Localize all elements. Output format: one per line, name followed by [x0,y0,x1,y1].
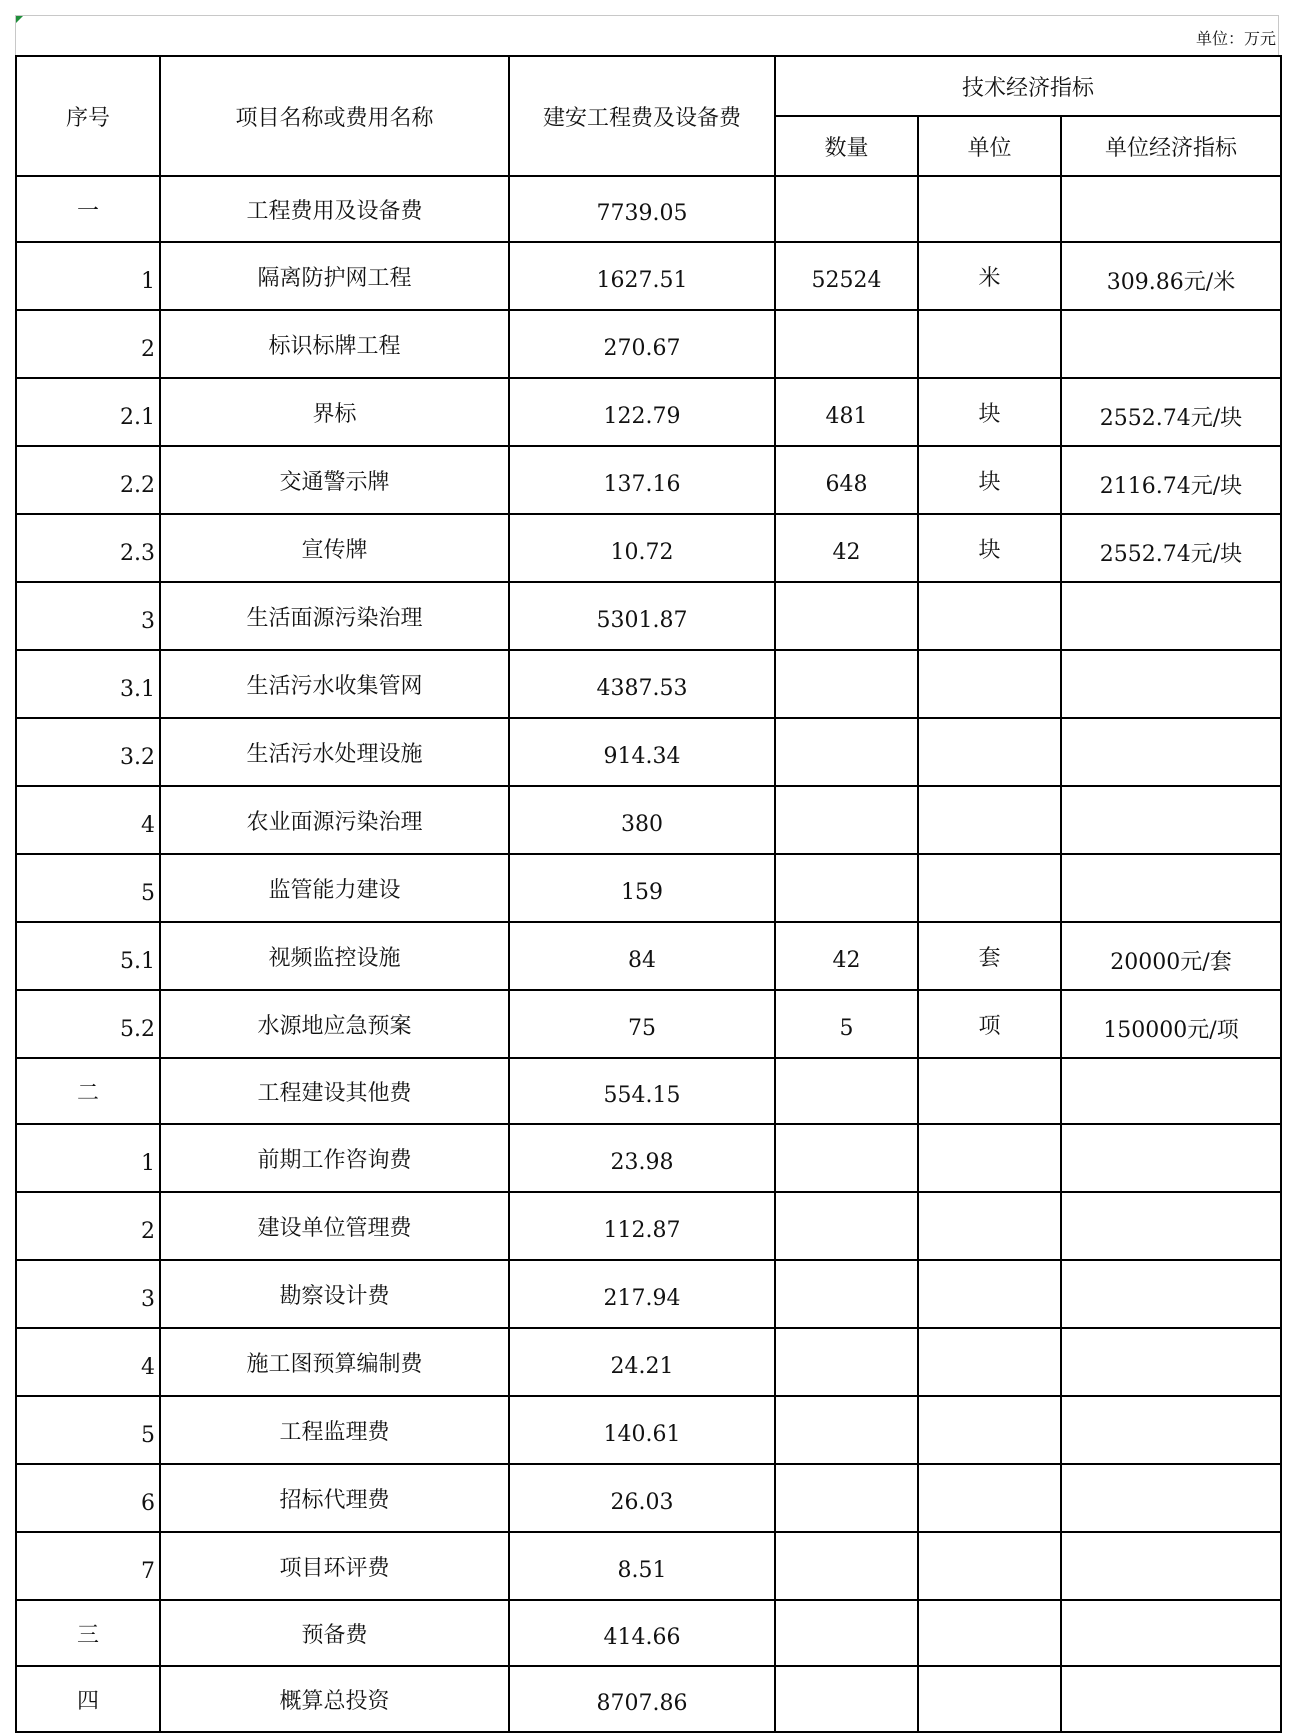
cell-qty [775,718,918,786]
cell-index [1061,1600,1281,1666]
cell-seq: 4 [16,1328,160,1396]
cell-unit [918,176,1061,242]
cell-index [1061,854,1281,922]
cell-name: 生活面源污染治理 [160,582,509,650]
cell-cost: 10.72 [509,514,775,582]
cell-qty [775,854,918,922]
table-row [16,1328,1281,1396]
table-row [16,990,1281,1058]
cell-name: 隔离防护网工程 [160,242,509,310]
cell-qty: 52524 [775,242,918,310]
table-row [16,1464,1281,1532]
table-row [16,718,1281,786]
table-row [16,1532,1281,1600]
cell-unit [918,582,1061,650]
cell-index [1061,786,1281,854]
cell-seq: 二 [16,1058,160,1124]
budget-table [15,55,1282,1733]
cell-name: 工程建设其他费 [160,1058,509,1124]
table-row [16,1192,1281,1260]
cell-unit: 项 [918,990,1061,1058]
cell-seq: 2.2 [16,446,160,514]
cell-seq: 一 [16,176,160,242]
unit-label: 单位：万元 [1195,29,1276,48]
cell-cost: 4387.53 [509,650,775,718]
cell-cost: 270.67 [509,310,775,378]
cell-cost: 84 [509,922,775,990]
cell-unit [918,1124,1061,1192]
table-row [16,176,1281,242]
cell-name: 勘察设计费 [160,1260,509,1328]
cell-qty [775,176,918,242]
cell-seq: 5 [16,1396,160,1464]
cell-name: 项目环评费 [160,1532,509,1600]
cell-index [1061,1260,1281,1328]
cell-cost: 1627.51 [509,242,775,310]
cell-cost: 26.03 [509,1464,775,1532]
cell-unit [918,310,1061,378]
cell-seq: 3.1 [16,650,160,718]
header-name: 项目名称或费用名称 [160,56,509,176]
cell-seq: 6 [16,1464,160,1532]
cell-name: 生活污水收集管网 [160,650,509,718]
cell-cost: 217.94 [509,1260,775,1328]
cell-corner-marker-icon [16,16,23,23]
cell-name: 生活污水处理设施 [160,718,509,786]
cell-name: 前期工作咨询费 [160,1124,509,1192]
cell-unit [918,718,1061,786]
table-row [16,1124,1281,1192]
cell-cost: 140.61 [509,1396,775,1464]
table-row [16,378,1281,446]
cell-unit [918,1666,1061,1732]
cell-index [1061,1532,1281,1600]
table-row [16,310,1281,378]
cell-qty [775,582,918,650]
cell-cost: 75 [509,990,775,1058]
cell-qty [775,1464,918,1532]
cell-seq: 5 [16,854,160,922]
cell-name: 农业面源污染治理 [160,786,509,854]
cell-seq: 2.3 [16,514,160,582]
table-row [16,1600,1281,1666]
cell-cost: 8707.86 [509,1666,775,1732]
cell-unit: 块 [918,446,1061,514]
cell-cost: 554.15 [509,1058,775,1124]
cell-seq: 2 [16,1192,160,1260]
cell-seq: 3 [16,1260,160,1328]
cell-seq: 2.1 [16,378,160,446]
cell-qty [775,1396,918,1464]
cell-cost: 5301.87 [509,582,775,650]
cell-qty: 5 [775,990,918,1058]
cell-qty [775,1666,918,1732]
cell-name: 视频监控设施 [160,922,509,990]
cell-index [1061,650,1281,718]
cell-qty: 42 [775,514,918,582]
cell-qty [775,310,918,378]
cell-name: 招标代理费 [160,1464,509,1532]
cell-unit [918,1260,1061,1328]
table-row [16,1396,1281,1464]
header-index: 单位经济指标 [1061,116,1281,176]
header-cost: 建安工程费及设备费 [509,56,775,176]
cell-unit [918,1328,1061,1396]
cell-index: 2552.74元/块 [1061,514,1281,582]
cell-index [1061,1666,1281,1732]
cell-cost: 8.51 [509,1532,775,1600]
cell-name: 施工图预算编制费 [160,1328,509,1396]
cell-name: 标识标牌工程 [160,310,509,378]
cell-qty: 481 [775,378,918,446]
cell-unit: 块 [918,378,1061,446]
cell-index: 2552.74元/块 [1061,378,1281,446]
cell-index [1061,718,1281,786]
cell-name: 宣传牌 [160,514,509,582]
cell-unit [918,786,1061,854]
cell-index: 20000元/套 [1061,922,1281,990]
cell-name: 交通警示牌 [160,446,509,514]
cell-cost: 23.98 [509,1124,775,1192]
cell-unit [918,1192,1061,1260]
cell-qty [775,650,918,718]
cell-unit: 块 [918,514,1061,582]
table-row [16,446,1281,514]
table-row [16,786,1281,854]
cell-cost: 112.87 [509,1192,775,1260]
cell-index [1061,1464,1281,1532]
cell-cost: 7739.05 [509,176,775,242]
cell-seq: 4 [16,786,160,854]
cell-cost: 414.66 [509,1600,775,1666]
cell-cost: 380 [509,786,775,854]
cell-qty [775,1328,918,1396]
table-row [16,242,1281,310]
cell-qty [775,1260,918,1328]
table-row [16,582,1281,650]
sheet-frame [15,15,1279,56]
cell-name: 工程费用及设备费 [160,176,509,242]
table-row [16,922,1281,990]
table-row [16,1260,1281,1328]
cell-qty: 42 [775,922,918,990]
cell-seq: 5.2 [16,990,160,1058]
cell-qty [775,1192,918,1260]
cell-qty [775,1532,918,1600]
cell-name: 监管能力建设 [160,854,509,922]
cell-seq: 7 [16,1532,160,1600]
table-row [16,1058,1281,1124]
cell-cost: 137.16 [509,446,775,514]
cell-index: 2116.74元/块 [1061,446,1281,514]
cell-name: 概算总投资 [160,1666,509,1732]
cell-cost: 914.34 [509,718,775,786]
cell-seq: 2 [16,310,160,378]
cell-qty [775,1600,918,1666]
header-tech: 技术经济指标 [775,56,1281,116]
cell-qty [775,786,918,854]
cell-seq: 5.1 [16,922,160,990]
cell-qty: 648 [775,446,918,514]
cell-index [1061,176,1281,242]
cell-name: 水源地应急预案 [160,990,509,1058]
table-row [16,854,1281,922]
table-row [16,514,1281,582]
cell-index [1061,310,1281,378]
cell-cost: 24.21 [509,1328,775,1396]
cell-name: 工程监理费 [160,1396,509,1464]
cell-index [1061,1124,1281,1192]
cell-unit: 米 [918,242,1061,310]
cell-seq: 3.2 [16,718,160,786]
cell-unit: 套 [918,922,1061,990]
cell-unit [918,1396,1061,1464]
cell-qty [775,1124,918,1192]
cell-unit [918,1600,1061,1666]
cell-unit [918,650,1061,718]
header-seq: 序号 [16,56,160,176]
header-unit: 单位 [918,116,1061,176]
table-row [16,650,1281,718]
cell-seq: 1 [16,1124,160,1192]
cell-cost: 122.79 [509,378,775,446]
cell-index [1061,1328,1281,1396]
header-qty: 数量 [775,116,918,176]
cell-index [1061,1058,1281,1124]
cell-index: 150000元/项 [1061,990,1281,1058]
cell-seq: 三 [16,1600,160,1666]
cell-index [1061,1192,1281,1260]
cell-name: 建设单位管理费 [160,1192,509,1260]
table-row [16,1666,1281,1732]
cell-name: 预备费 [160,1600,509,1666]
cell-unit [918,1464,1061,1532]
cell-seq: 1 [16,242,160,310]
cell-unit [918,1058,1061,1124]
cell-unit [918,854,1061,922]
cell-unit [918,1532,1061,1600]
cell-qty [775,1058,918,1124]
cell-cost: 159 [509,854,775,922]
cell-seq: 3 [16,582,160,650]
cell-index [1061,582,1281,650]
cell-seq: 四 [16,1666,160,1732]
cell-name: 界标 [160,378,509,446]
cell-index: 309.86元/米 [1061,242,1281,310]
cell-index [1061,1396,1281,1464]
